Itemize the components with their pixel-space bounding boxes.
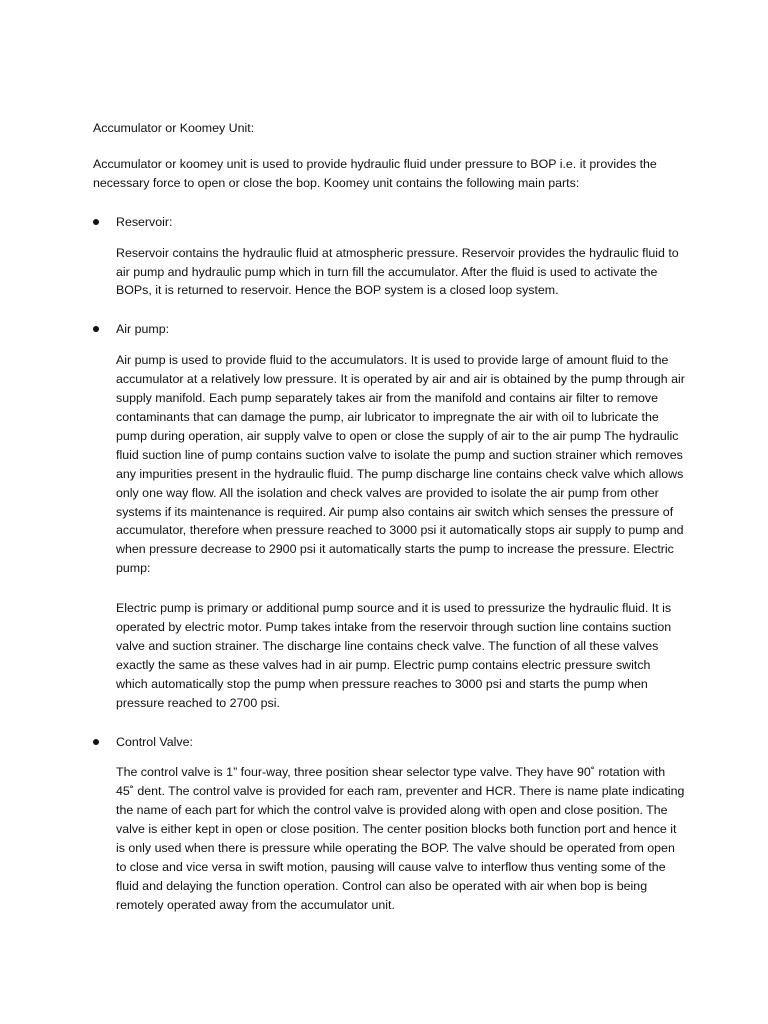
bullet-icon: [93, 326, 99, 332]
section-heading-air-pump: Air pump:: [116, 322, 170, 337]
bullet-item-control-valve: [93, 733, 685, 752]
air-pump-paragraph: Air pump is used to provide fluid to the accumulators. It is used to provide large of amount fluid to the accumulator at a relatively low pressure. It is operated by air and air is obtained by the pump through air supply manifold. Each pump separately takes air from the manifold and contains air filter to remove contaminants that can damage the pump, air lubricator to impregnate the air with oil to lubricate the pump during operation, air supply valve to open or close the supply of air to the air pump The hydraulic fluid suction line of pump contains suction valve to isolate the pump and suction strainer which removes any impurities present in the hydraulic fluid. The pump discharge line contains check valve which allows only one way flow. All the isolation and check valves are provided to isolate the air pump from other systems if its maintenance is required. Air pump also contains air switch which senses the pressure of accumulator, therefore when pressure reached to 3000 psi it automatically stops air supply to pump and when pressure decrease to 2900 psi it automatically starts the pump to increase the pressure. Electric pump:: [116, 353, 685, 576]
control-valve-paragraph: The control valve is 1” four-way, three position shear selector type valve. They have 90˚ rotation with 45˚ dent. The control valve is provided for each ram, preventer and HCR. There is name plate indicating the name of each part for which the control valve is provided along with open and close position. The valve is either kept in open or close position. The center position blocks both function port and hence it is only used when there is pressure while operating the BOP. The valve should be operated from open to close and vice versa in swift motion, pausing will cause valve to interflow thus venting some of the fluid and delaying the function operation. Control can also be operated with air when bop is being remotely operated away from the accumulator unit.: [116, 765, 685, 912]
reservoir-paragraph: Reservoir contains the hydraulic fluid at atmospheric pressure. Reservoir provides the hydraulic fluid to air pump and hydraulic pump which in turn fill the accumulator. After the fluid is used to activate the BOPs, it is returned to reservoir. Hence the BOP system is a closed loop system.: [116, 245, 679, 298]
bullet-item-reservoir: [93, 213, 685, 232]
document-page: [93, 119, 685, 935]
section-heading-reservoir: Reservoir:: [116, 214, 173, 229]
bullet-icon: [93, 219, 99, 225]
bullet-icon: [93, 739, 99, 745]
section-air-pump: [93, 320, 685, 712]
section-control-valve: [93, 733, 685, 915]
document-title: Accumulator or Koomey Unit:: [93, 121, 255, 135]
section-heading-control-valve: Control Valve:: [116, 734, 193, 749]
section-reservoir: [93, 213, 685, 301]
bullet-item-air-pump: [93, 320, 685, 339]
electric-pump-paragraph: Electric pump is primary or additional pump source and it is used to pressurize the hydraulic fluid. It is operated by electric motor. Pump takes intake from the reservoir through suction line contains suction valve and suction strainer. The discharge line contains check valve. The function of all these valves exactly the same as these valves had in air pump. Electric pump contains electric pressure switch which automatically stop the pump when pressure reaches to 3000 psi and starts the pump when pressure reached to 2700 psi.: [116, 601, 672, 710]
intro-paragraph: Accumulator or koomey unit is used to provide hydraulic fluid under pressure to BOP i.e. it provides the necessary force to open or close the bop. Koomey unit contains the following main parts:: [93, 156, 657, 190]
